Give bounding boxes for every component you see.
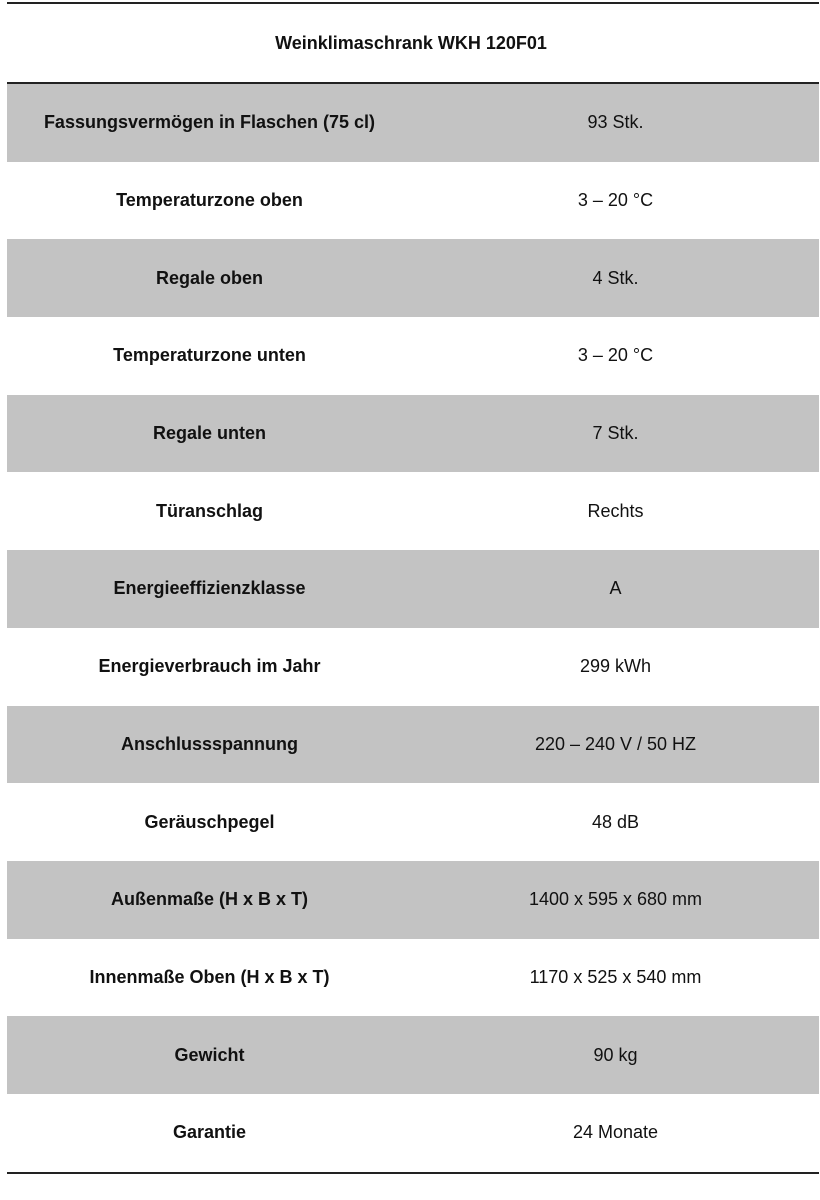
spec-label: Gewicht (174, 1044, 245, 1065)
spec-label: Innenmaße Oben (H x B x T) (89, 966, 330, 987)
spec-label: Energieeffizienzklasse (113, 578, 306, 599)
table-row (7, 939, 819, 1017)
spec-value: Rechts (587, 500, 644, 521)
table-row (7, 1094, 819, 1172)
table-row (7, 162, 819, 240)
spec-value: 4 Stk. (592, 267, 639, 288)
table-row (7, 395, 819, 473)
table-row (7, 550, 819, 628)
spec-label: Türanschlag (155, 500, 264, 521)
spec-value: 48 dB (591, 811, 640, 832)
spec-value: 7 Stk. (592, 423, 639, 444)
table-row (7, 239, 819, 317)
table-title-row (7, 4, 819, 84)
spec-label: Außenmaße (H x B x T) (110, 889, 309, 910)
spec-value: 220 – 240 V / 50 HZ (534, 733, 697, 754)
spec-value: 24 Monate (572, 1122, 659, 1143)
spec-table (7, 2, 819, 1174)
spec-label: Energieverbrauch im Jahr (98, 656, 321, 677)
spec-value: 90 kg (593, 1044, 638, 1065)
table-row (7, 1016, 819, 1094)
table-row (7, 84, 819, 162)
spec-label: Anschlussspannung (120, 733, 299, 754)
table-row (7, 472, 819, 550)
spec-value: 1170 x 525 x 540 mm (529, 966, 702, 987)
table-row (7, 706, 819, 784)
spec-label: Temperaturzone unten (113, 345, 306, 366)
spec-label: Garantie (172, 1122, 247, 1143)
spec-label: Regale oben (155, 267, 264, 288)
table-title: Weinklimaschrank WKH 120F01 (275, 32, 547, 53)
spec-label: Fassungsvermögen in Flaschen (75 cl) (43, 112, 376, 133)
table-row (7, 783, 819, 861)
table-row (7, 861, 819, 939)
spec-value: 3 – 20 °C (577, 345, 654, 366)
spec-value: 93 Stk. (587, 112, 644, 133)
spec-label: Temperaturzone oben (116, 190, 303, 211)
table-row (7, 317, 819, 395)
spec-value: 3 – 20 °C (577, 190, 654, 211)
table-row (7, 628, 819, 706)
spec-value: A (609, 578, 622, 599)
spec-rows (7, 84, 819, 1172)
spec-label: Geräuschpegel (144, 811, 275, 832)
spec-value: 299 kWh (579, 656, 652, 677)
spec-label: Regale unten (152, 423, 267, 444)
spec-value: 1400 x 595 x 680 mm (528, 889, 703, 910)
